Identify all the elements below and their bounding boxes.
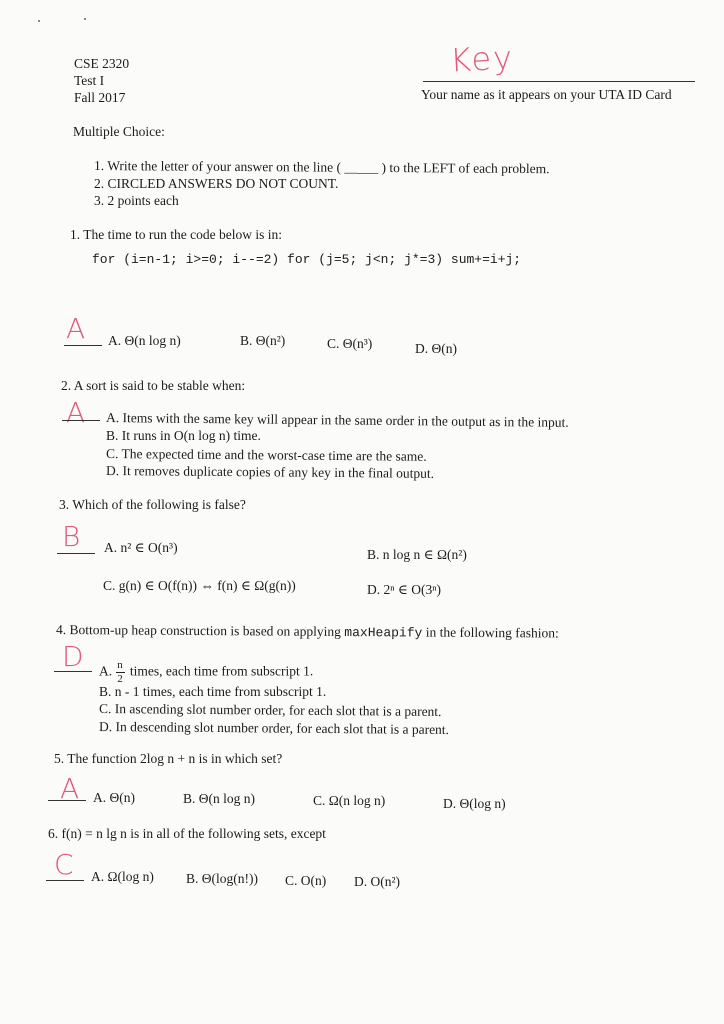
option-b: B. Θ(n log n) [183,791,255,806]
option-a-text: times, each time from subscript 1. [129,663,314,679]
name-caption: Your name as it appears on your UTA ID Card [421,87,672,102]
code-line: for (j=5; j<n; j*=3) [287,252,444,267]
fraction [116,660,125,685]
option-d: D. O(n²) [354,874,401,889]
question-prompt: Which of the following is false? [72,497,246,512]
option-b: B. It runs in O(n log n) time. [106,428,261,443]
question-5 [54,751,282,767]
code-line: for (i=n-1; i>=0; i--=2) [92,252,280,267]
fraction-denominator: 2 [117,673,123,685]
option-c: C. Ω(n log n) [313,793,386,808]
term-label: Fall 2017 [74,90,126,105]
instruction-3: 3. 2 points each [94,193,179,208]
question-number: 2. [61,378,72,393]
answer-line [46,880,84,881]
question-prompt-tail: in the following fashion: [425,624,559,641]
section-title: Multiple Choice: [73,124,165,139]
answer-key-mark: Key [449,38,515,80]
course-label: CSE 2320 [74,56,130,71]
question-number: 5. [54,751,65,766]
function-name: maxHeapify [344,625,423,641]
option-c: C. Θ(n³) [327,336,373,351]
answer-mark: A [66,312,86,345]
question-6 [48,826,326,842]
code-block [92,252,521,268]
option-d: D. In descending slot number order, for each slot that is a parent. [98,719,450,738]
question-4 [56,622,559,642]
question-prompt: A sort is said to be stable when: [73,378,246,393]
option-c: C. g(n) ∈ O(f(n)) ⇔ f(n) ∈ Ω(g(n)) [103,578,296,593]
answer-mark: B [62,520,81,553]
answer-line [48,800,86,801]
question-number: 4. [55,622,67,638]
question-3 [59,497,246,513]
answer-line [54,671,92,672]
scan-speck [84,18,86,20]
code-line: sum+=i+j; [450,252,522,267]
option-a: A. Θ(n) [93,790,135,805]
test-label: Test I [74,73,105,88]
question-number: 6. [48,826,59,841]
name-line [423,81,695,82]
option-a: A. $\frac{n}{2}$ times, each time from subscript 1. [99,659,314,685]
option-a: A. n² ∈ O(n³) [104,540,178,555]
option-d: D. Θ(log n) [443,796,506,811]
fraction-numerator: n [117,659,123,671]
option-c: C. In ascending slot number order, for each slot that is a parent. [98,701,442,719]
option-d: D. Θ(n) [415,341,457,356]
instruction-2: 2. CIRCLED ANSWERS DO NOT COUNT. [94,176,339,191]
option-d: D. 2ⁿ ∈ O(3ⁿ) [367,582,441,597]
option-c: C. The expected time and the worst-case time are the same. [105,446,427,464]
scan-speck [38,20,40,22]
answer-mark: A [66,396,86,429]
option-b: B. Θ(log(n!)) [186,871,258,886]
answer-line [57,553,95,554]
answer-line [64,345,102,346]
option-b: B. n - 1 times, each time from subscript 1. [99,684,327,699]
option-a: A. Items with the same key will appear in the same order in the output as in the input. [105,410,569,430]
question-number: 3. [59,497,70,512]
question-2 [61,378,245,394]
option-b: B. Θ(n²) [240,333,286,348]
option-b: B. n log n ∈ Ω(n²) [367,547,467,562]
question-prompt: The time to run the code below is in: [83,227,282,242]
answer-mark: A [60,772,80,805]
option-a: A. Θ(n log n) [108,333,181,348]
question-prompt: f(n) = n lg n is in all of the following sets, except [61,826,326,841]
question-number: 1. [70,227,81,242]
answer-mark: D [62,640,84,673]
question-1 [70,227,282,243]
option-a: A. Ω(log n) [91,869,154,884]
option-c: C. O(n) [285,873,327,888]
answer-line [62,420,100,421]
instruction-1: 1. Write the letter of your answer on the line ( _____ ) to the LEFT of each problem. [93,158,550,177]
option-d: D. It removes duplicate copies of any key in the final output. [105,463,435,481]
answer-mark: C [54,848,74,881]
question-prompt: Bottom-up heap construction is based on applying [69,622,342,639]
question-prompt: The function 2log n + n is in which set? [67,751,283,766]
